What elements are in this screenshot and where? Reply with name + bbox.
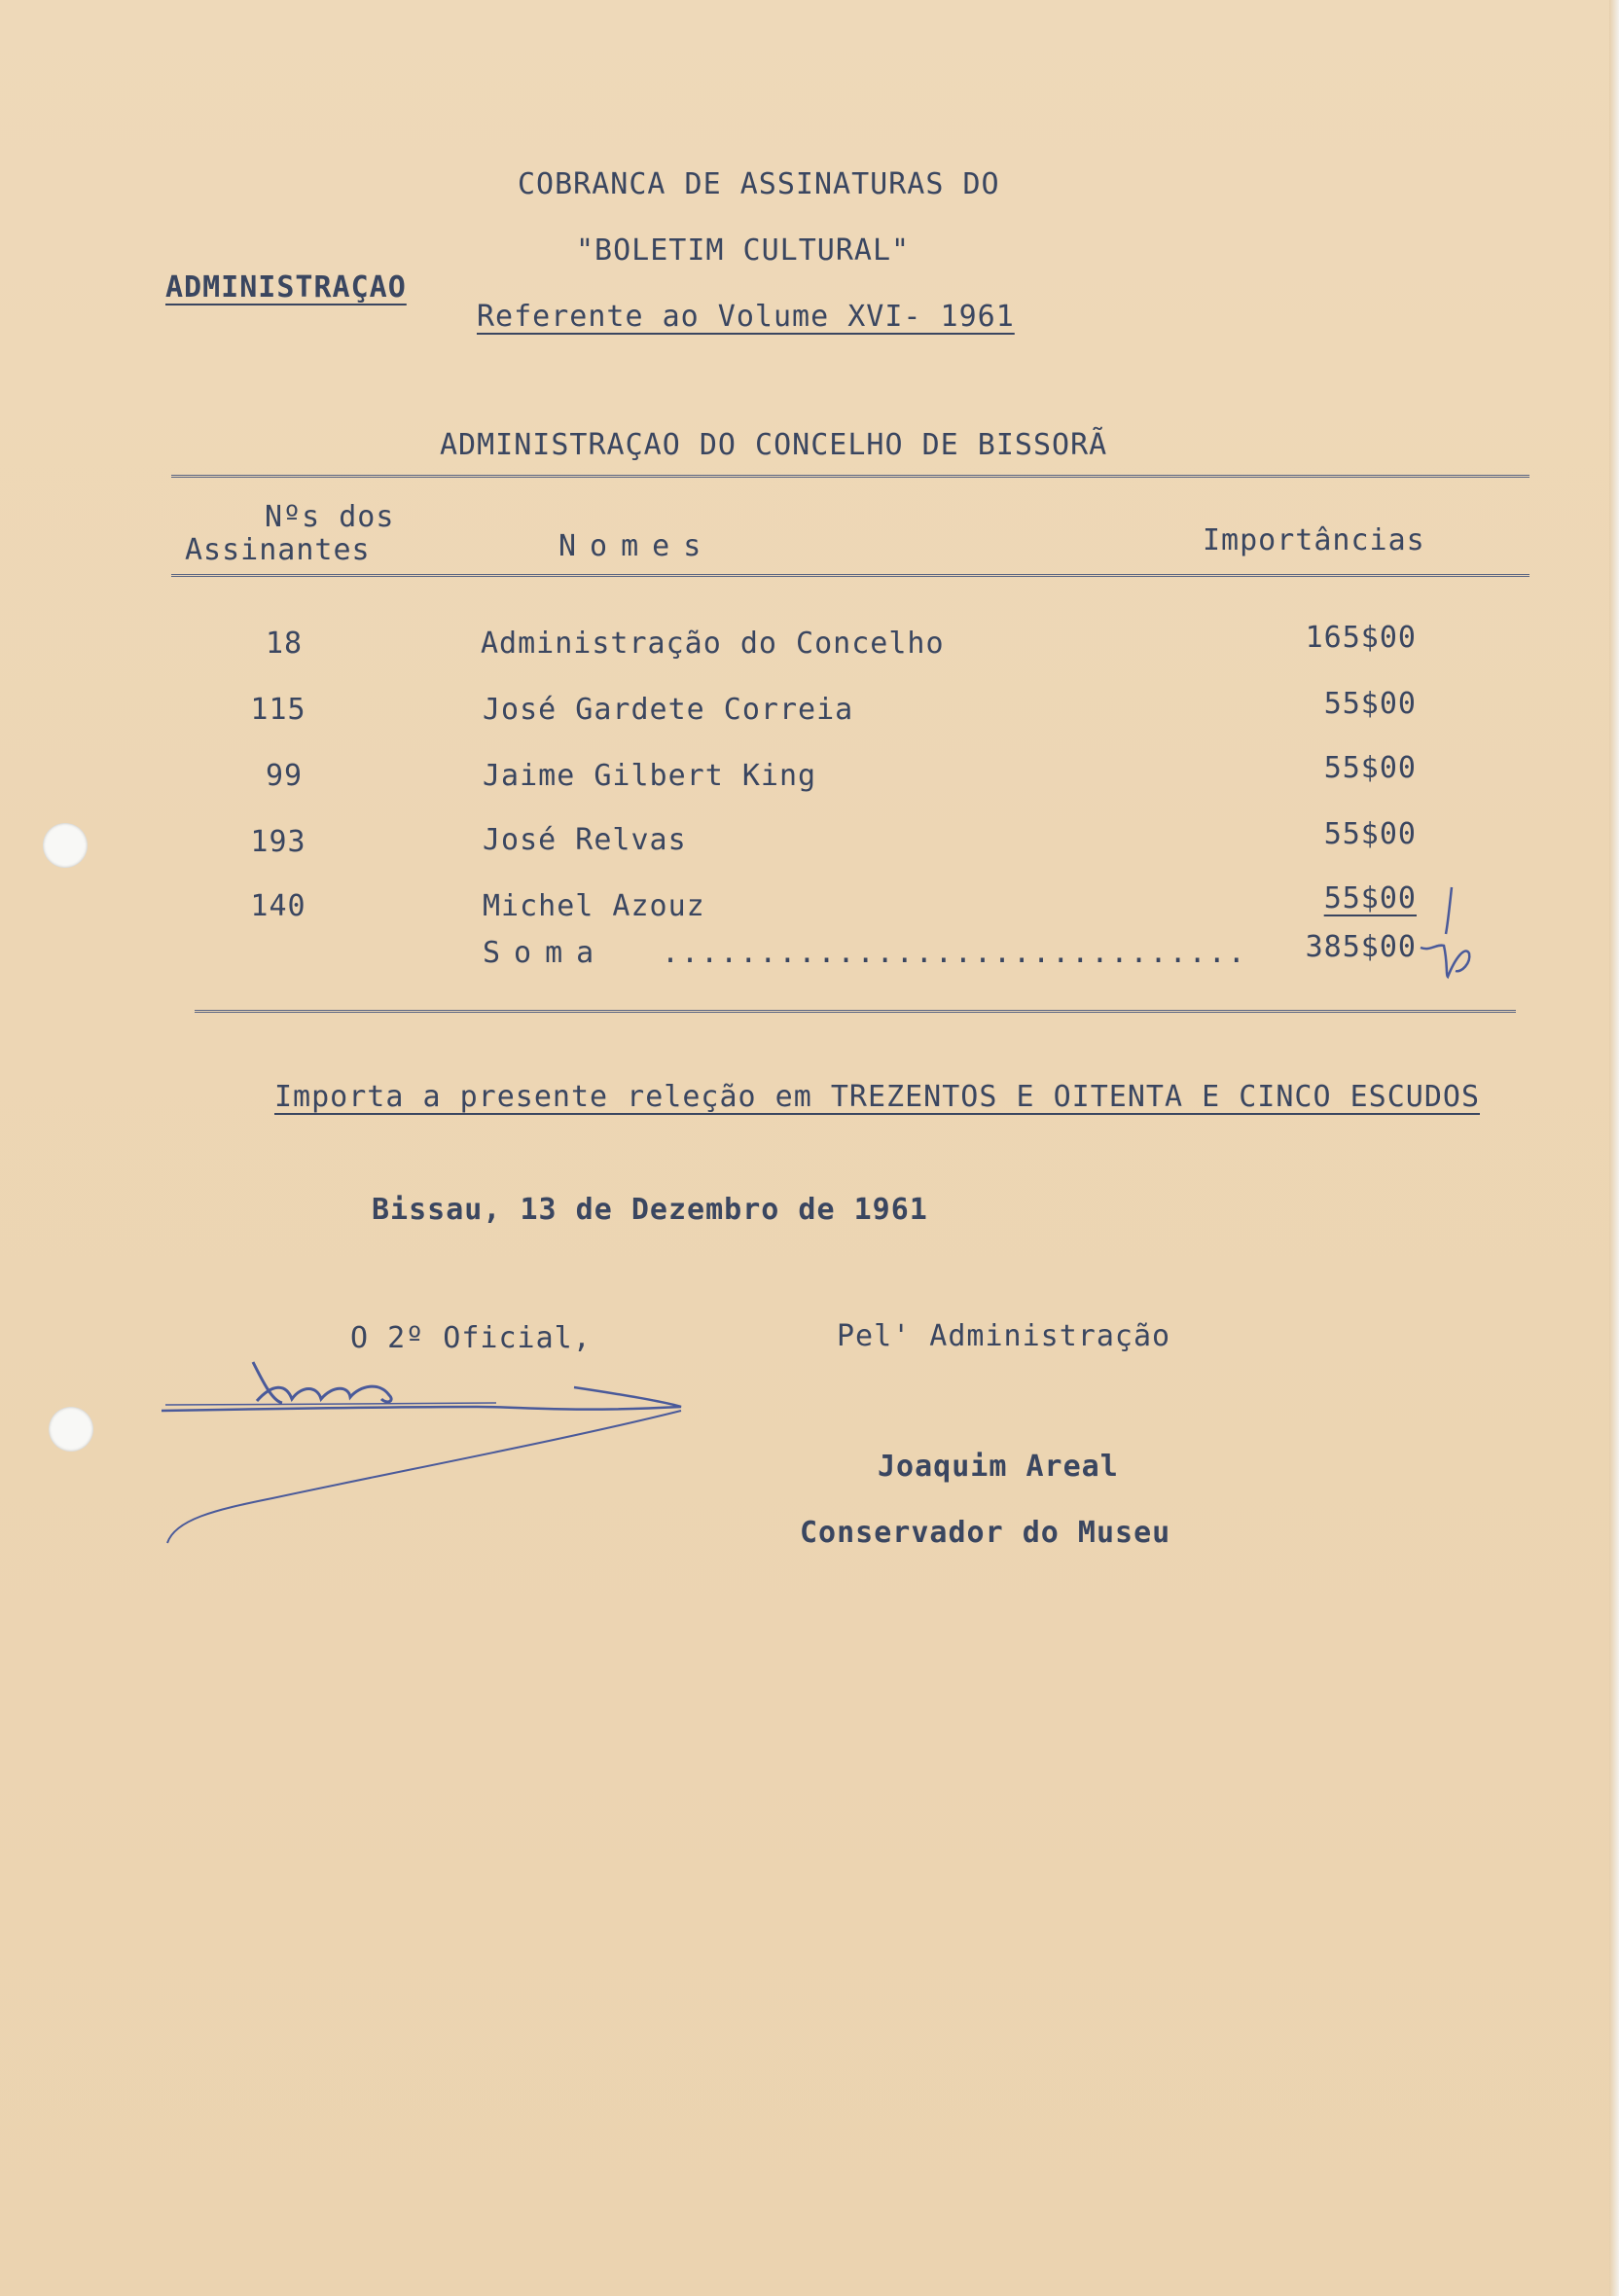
total-amount: 385$00	[1305, 930, 1417, 964]
side-label: ADMINISTRAÇAO	[165, 270, 407, 305]
left-signature-title: O 2º Oficial,	[350, 1321, 592, 1355]
col-num-header-2: Assinantes	[185, 533, 371, 567]
row-3-number: 99	[265, 759, 304, 793]
header-line-3: Referente ao Volume XVI- 1961	[477, 300, 1015, 334]
row-5-number: 140	[250, 889, 306, 923]
col-amount-header: Importâncias	[1203, 523, 1425, 557]
row-2-number: 115	[250, 693, 306, 727]
row-4-name: José Relvas	[483, 823, 687, 857]
right-signer-name: Joaquim Areal	[878, 1450, 1119, 1484]
top-double-rule	[171, 475, 1529, 478]
row-1-amount: 165$00	[1305, 621, 1417, 655]
bottom-double-rule	[195, 1010, 1516, 1013]
right-signer-role: Conservador do Museu	[800, 1516, 1171, 1550]
col-name-header: Nomes	[558, 529, 715, 563]
place-date: Bissau, 13 de Dezembro de 1961	[372, 1193, 928, 1227]
paper-edge	[1609, 0, 1619, 2296]
right-signature-title: Pel' Administração	[837, 1319, 1171, 1353]
row-3-name: Jaime Gilbert King	[483, 759, 817, 793]
handwritten-signature	[156, 1343, 701, 1557]
row-2-name: José Gardete Correia	[483, 693, 854, 727]
header-double-rule	[171, 574, 1529, 577]
row-4-amount: 55$00	[1323, 817, 1417, 851]
total-dots: ..............................	[662, 936, 1247, 970]
col-num-header-1: Nºs dos	[265, 500, 395, 534]
row-5-amount: 55$00	[1323, 881, 1417, 915]
row-3-amount: 55$00	[1323, 751, 1417, 785]
row-2-amount: 55$00	[1323, 687, 1417, 721]
row-4-number: 193	[250, 825, 306, 859]
row-1-name: Administração do Concelho	[481, 627, 945, 661]
punch-hole-bottom	[49, 1407, 93, 1452]
header-line-2: "BOLETIM CULTURAL"	[576, 233, 911, 268]
summary-line: Importa a presente releção em TREZENTOS E OITENTA E CINCO ESCUDOS	[274, 1080, 1480, 1114]
header-line-1: COBRANCA DE ASSINATURAS DO	[518, 167, 1000, 201]
handwritten-check-mark	[1401, 876, 1479, 983]
row-5-name: Michel Azouz	[483, 889, 705, 923]
row-1-number: 18	[265, 627, 304, 661]
total-label: Soma	[483, 936, 608, 970]
section-title: ADMINISTRAÇAO DO CONCELHO DE BISSORÃ	[440, 428, 1108, 462]
punch-hole-top	[43, 823, 88, 868]
